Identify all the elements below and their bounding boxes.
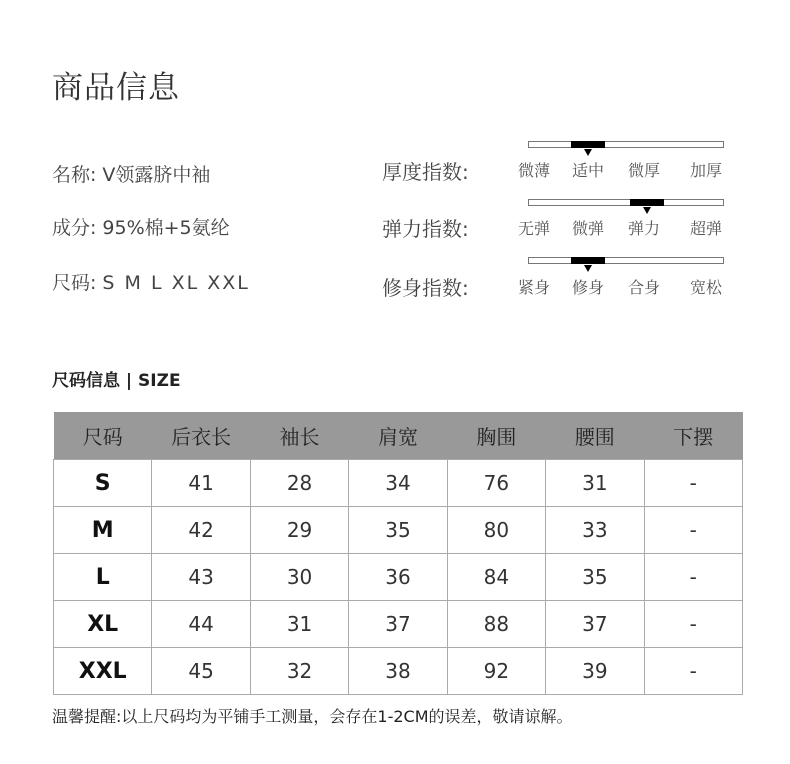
- size-section-title: 尺码信息 | SIZE: [52, 371, 181, 391]
- thickness-option: 微厚: [628, 161, 661, 180]
- table-cell: 29: [250, 507, 348, 554]
- thickness-index-fill: [571, 141, 605, 148]
- size-cell: XL: [54, 601, 152, 648]
- table-cell: 44: [152, 601, 250, 648]
- table-cell: -: [644, 601, 742, 648]
- table-cell: -: [644, 507, 742, 554]
- product-name-row: [52, 160, 210, 187]
- elasticity-index-marker: [643, 207, 651, 214]
- fit-option: 修身: [572, 278, 605, 297]
- table-cell: 37: [349, 601, 447, 648]
- header-waist: 腰围: [546, 412, 644, 460]
- table-cell: 35: [349, 507, 447, 554]
- elasticity-index-fill: [630, 199, 664, 206]
- measurement-note: 温馨提醒:以上尺码均为平铺手工测量，会存在1-2CM的误差，敬请谅解。: [52, 707, 573, 726]
- thickness-option: 加厚: [690, 161, 723, 180]
- table-row: [54, 601, 743, 648]
- table-row: [54, 460, 743, 507]
- page-title: 商品信息: [52, 70, 180, 106]
- table-cell: 35: [546, 554, 644, 601]
- table-cell: 33: [546, 507, 644, 554]
- table-cell: -: [644, 460, 742, 507]
- fit-option: 宽松: [690, 278, 723, 297]
- elasticity-option: 无弹: [518, 219, 551, 238]
- header-sleeve-length: 袖长: [250, 412, 348, 460]
- header-shoulder-width: 肩宽: [349, 412, 447, 460]
- header-size: 尺码: [54, 412, 152, 460]
- table-cell: 84: [447, 554, 545, 601]
- product-sizes-row: [52, 268, 250, 295]
- table-row: [54, 648, 743, 695]
- table-cell: -: [644, 554, 742, 601]
- table-cell: 42: [152, 507, 250, 554]
- fit-index-marker: [584, 265, 592, 272]
- header-hem: 下摆: [644, 412, 742, 460]
- table-cell: 34: [349, 460, 447, 507]
- thickness-index-label: 厚度指数:: [382, 160, 469, 184]
- table-cell: 36: [349, 554, 447, 601]
- table-cell: 45: [152, 648, 250, 695]
- table-cell: 76: [447, 460, 545, 507]
- table-cell: 88: [447, 601, 545, 648]
- elasticity-index-bar: [528, 199, 724, 206]
- thickness-index-marker: [584, 149, 592, 156]
- table-cell: 43: [152, 554, 250, 601]
- thickness-option: 微薄: [518, 161, 551, 180]
- elasticity-option: 超弹: [690, 219, 723, 238]
- elasticity-option: 弹力: [628, 219, 661, 238]
- table-cell: 31: [546, 460, 644, 507]
- table-row: [54, 554, 743, 601]
- size-table: [53, 412, 743, 695]
- table-cell: 28: [250, 460, 348, 507]
- thickness-index-bar: [528, 141, 724, 148]
- elasticity-index-label: 弹力指数:: [382, 217, 469, 241]
- product-sizes-value: S M L XL XXL: [102, 272, 250, 294]
- table-cell: 92: [447, 648, 545, 695]
- elasticity-option: 微弹: [572, 219, 605, 238]
- product-sizes-label: 尺码:: [52, 272, 97, 294]
- table-cell: 39: [546, 648, 644, 695]
- thickness-option: 适中: [572, 161, 605, 180]
- table-cell: 30: [250, 554, 348, 601]
- size-table-header-row: [54, 412, 743, 460]
- fit-index-bar: [528, 257, 724, 264]
- product-material-label: 成分:: [52, 217, 97, 239]
- table-cell: 38: [349, 648, 447, 695]
- product-name-label: 名称:: [52, 164, 97, 186]
- table-cell: 32: [250, 648, 348, 695]
- table-cell: 31: [250, 601, 348, 648]
- fit-index-label: 修身指数:: [382, 276, 469, 300]
- table-cell: 80: [447, 507, 545, 554]
- fit-option: 合身: [628, 278, 661, 297]
- size-cell: M: [54, 507, 152, 554]
- size-cell: XXL: [54, 648, 152, 695]
- table-cell: -: [644, 648, 742, 695]
- product-material-value: 95%棉+5氨纶: [102, 217, 230, 239]
- product-name-value: V领露脐中袖: [102, 164, 211, 186]
- table-row: [54, 507, 743, 554]
- fit-option: 紧身: [518, 278, 551, 297]
- size-cell: S: [54, 460, 152, 507]
- size-cell: L: [54, 554, 152, 601]
- product-material-row: [52, 213, 230, 240]
- table-cell: 37: [546, 601, 644, 648]
- header-back-length: 后衣长: [152, 412, 250, 460]
- fit-index-fill: [571, 257, 605, 264]
- header-bust: 胸围: [447, 412, 545, 460]
- table-cell: 41: [152, 460, 250, 507]
